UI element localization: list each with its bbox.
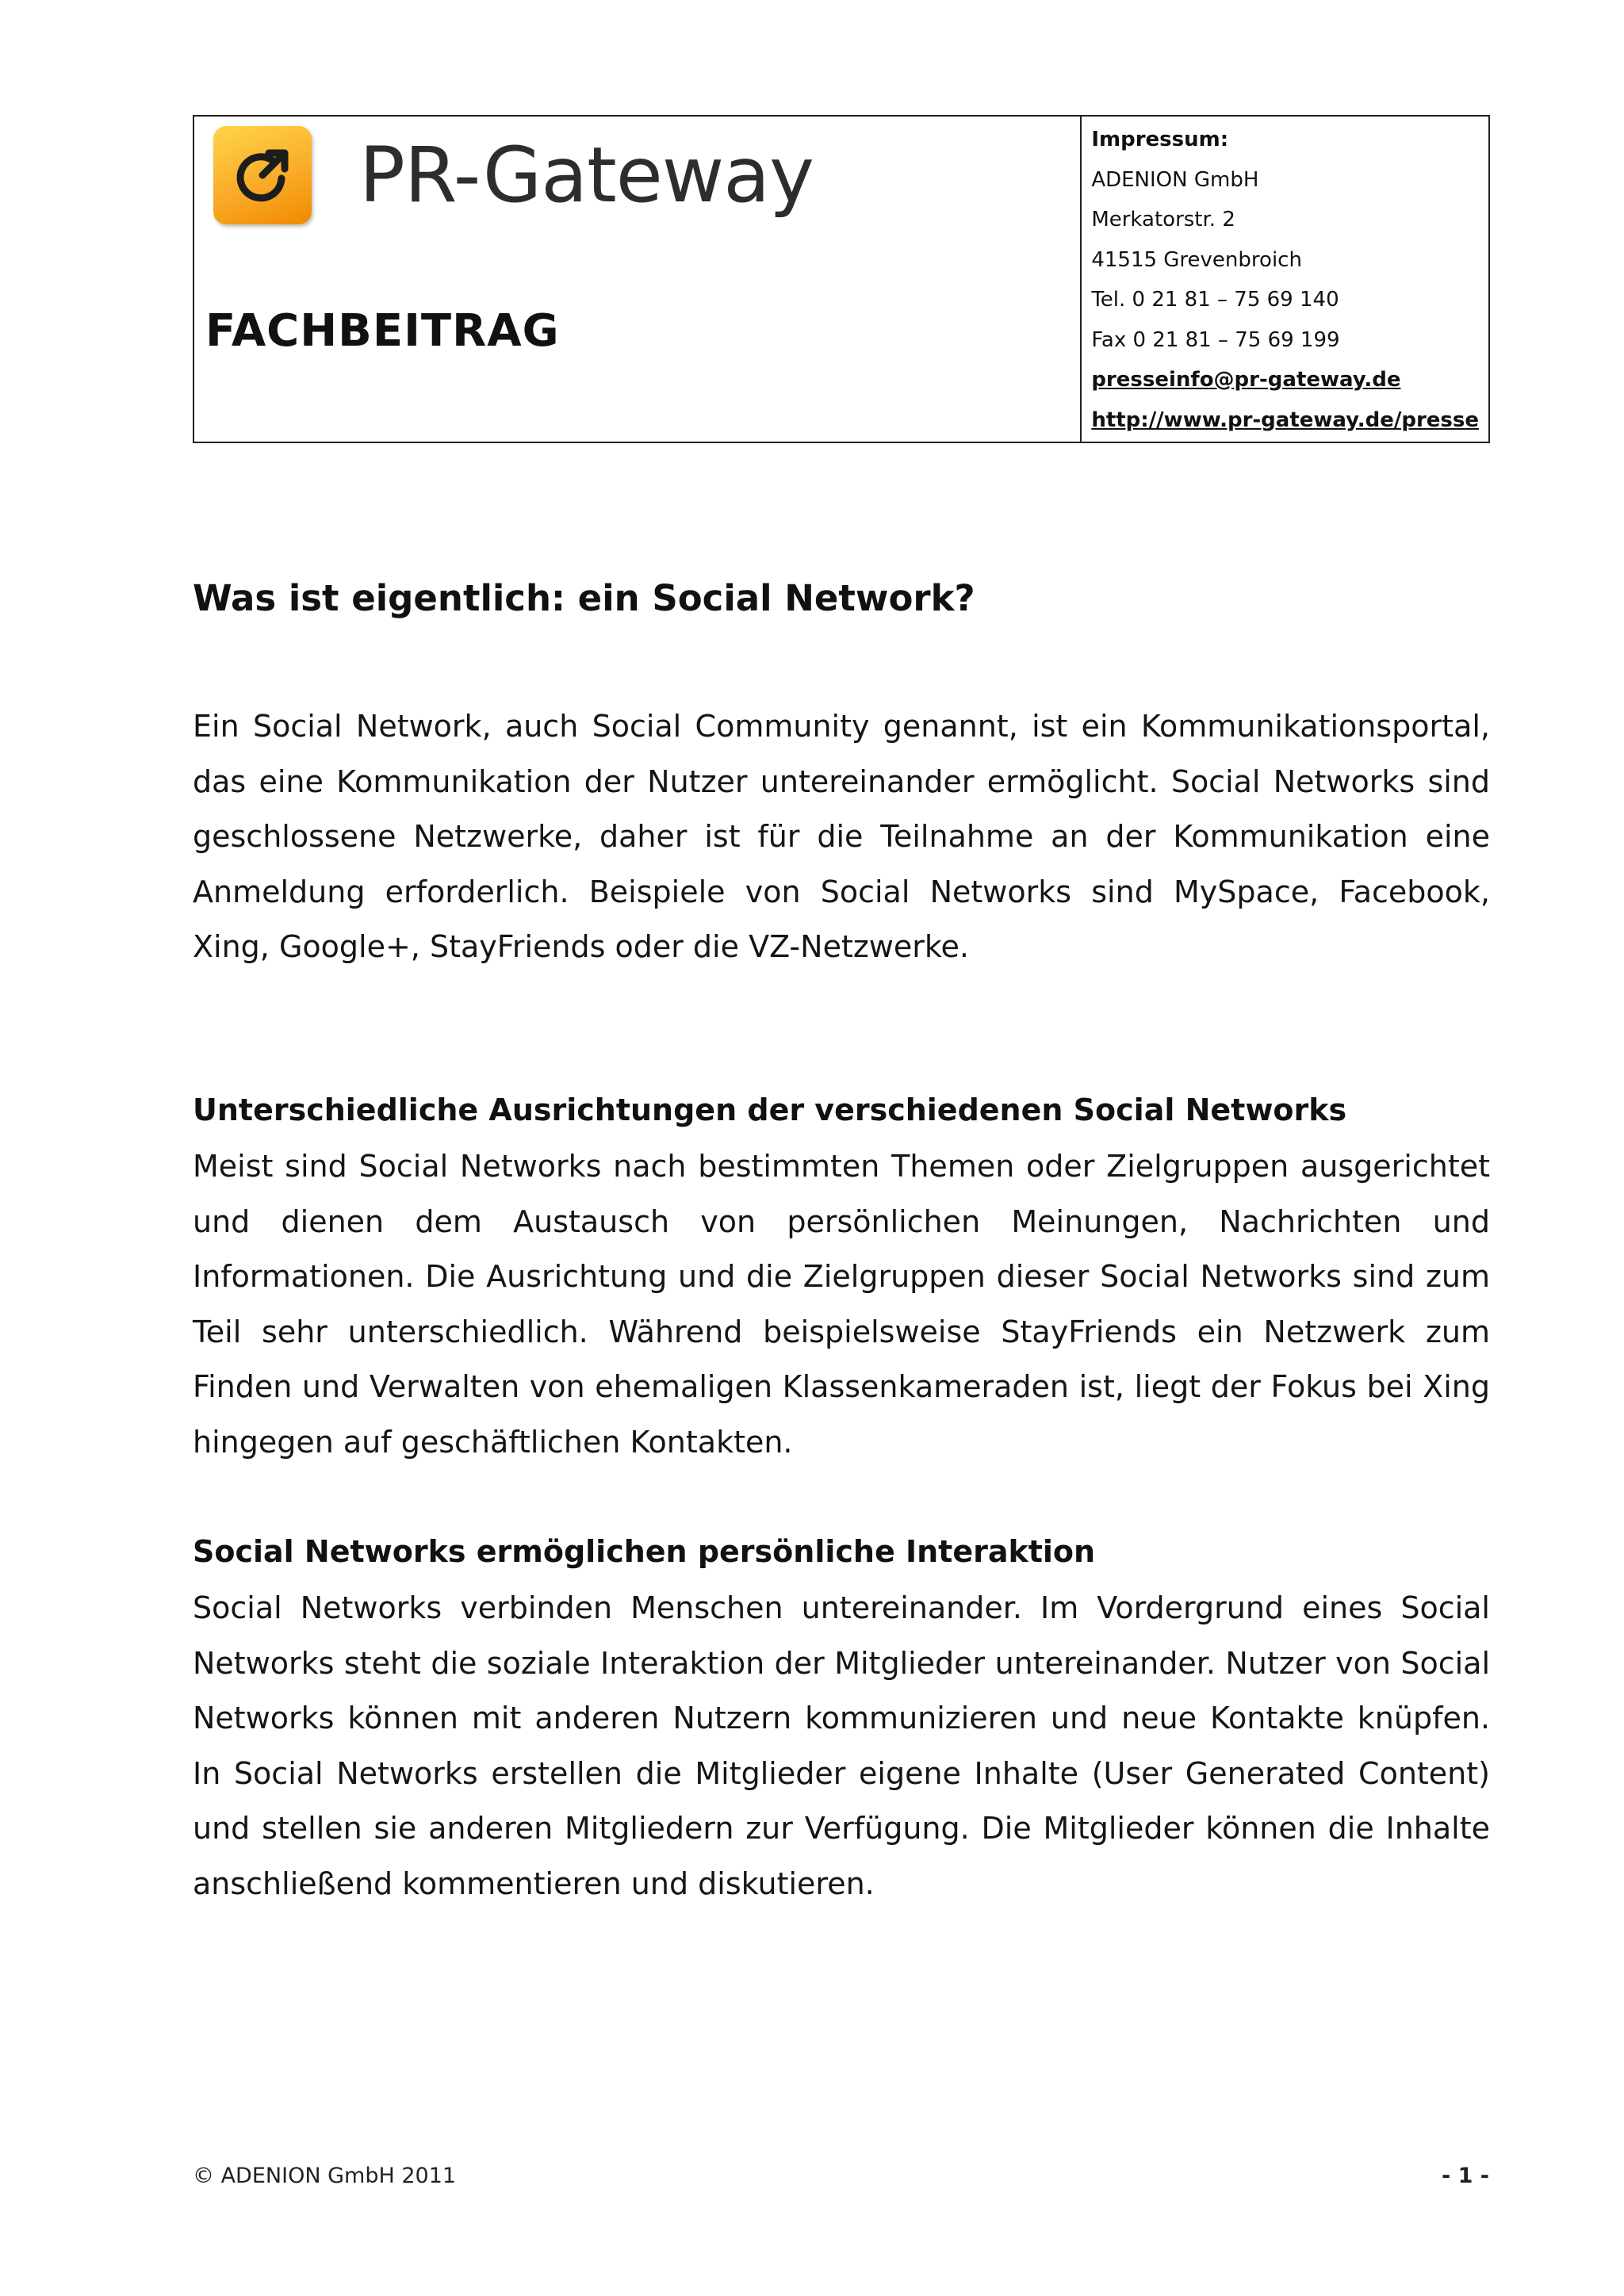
impressum-city: 41515 Grevenbroich — [1091, 247, 1302, 272]
footer-copyright: © ADENION GmbH 2011 — [193, 2164, 457, 2188]
article-title: Was ist eigentlich: ein Social Network? — [193, 577, 975, 619]
intro-paragraph: Ein Social Network, auch Social Community genannt, ist ein Kommunikationsportal, das eine Kommunikation der Nutzer untereinander ermöglicht. Social Networks sind geschlossene Netzwerke, daher ist für die Teilnahme an der Kommunikation eine Anmeldung erforderlich. Beispiele von Social Networks sind MySpace, Facebook, Xing, Google+, StayFriends oder die VZ-Netzwerke. — [193, 709, 1490, 964]
arrow-refresh-icon — [213, 126, 312, 224]
impressum-tel: Tel. 0 21 81 – 75 69 140 — [1091, 288, 1339, 312]
section-body: Meist sind Social Networks nach bestimmten Themen oder Zielgruppen ausgerichtet und dienen dem Austausch von persönlichen Meinungen, Nachrichten und Informationen. Die Ausrichtung und die Zielgruppen dieser Social Networks sind zum Teil sehr unterschiedlich. Während beispielsweise StayFriends ein Netzwerk zum Finden und Verwalten von ehemaligen Klassenkameraden ist, liegt der Fokus bei Xing hingegen auf geschäftlichen Kontakten. — [193, 1149, 1490, 1460]
brand-name: PR-Gateway — [359, 131, 814, 220]
impressum-block — [1082, 117, 1488, 442]
impressum-email-link[interactable]: presseinfo@pr-gateway.de — [1091, 368, 1401, 392]
impressum-street: Merkatorstr. 2 — [1091, 208, 1235, 232]
section-heading: Unterschiedliche Ausrichtungen der verschiedenen Social Networks — [193, 1093, 1347, 1127]
header-left — [194, 117, 1082, 442]
impressum-url-link[interactable]: http://www.pr-gateway.de/presse — [1091, 408, 1479, 432]
header-box — [193, 115, 1490, 443]
section-body: Social Networks verbinden Menschen untereinander. Im Vordergrund eines Social Networks steht die soziale Interaktion der Mitglieder untereinander. Nutzer von Social Networks können mit anderen Nutzern kommunizieren und neue Kontakte knüpfen. In Social Networks erstellen die Mitglieder eigene Inhalte (User Generated Content) und stellen sie anderen Mitgliedern zur Verfügung. Die Mitglieder können die Inhalte anschließend kommentieren und diskutieren. — [193, 1590, 1490, 1901]
document-type: FACHBEITRAG — [205, 305, 560, 357]
impressum-company: ADENION GmbH — [1091, 167, 1259, 192]
impressum-fax: Fax 0 21 81 – 75 69 199 — [1091, 327, 1340, 352]
page-number: - 1 - — [1442, 2164, 1489, 2188]
section-heading: Social Networks ermöglichen persönliche Interaktion — [193, 1534, 1096, 1569]
impressum-title: Impressum: — [1091, 128, 1229, 151]
